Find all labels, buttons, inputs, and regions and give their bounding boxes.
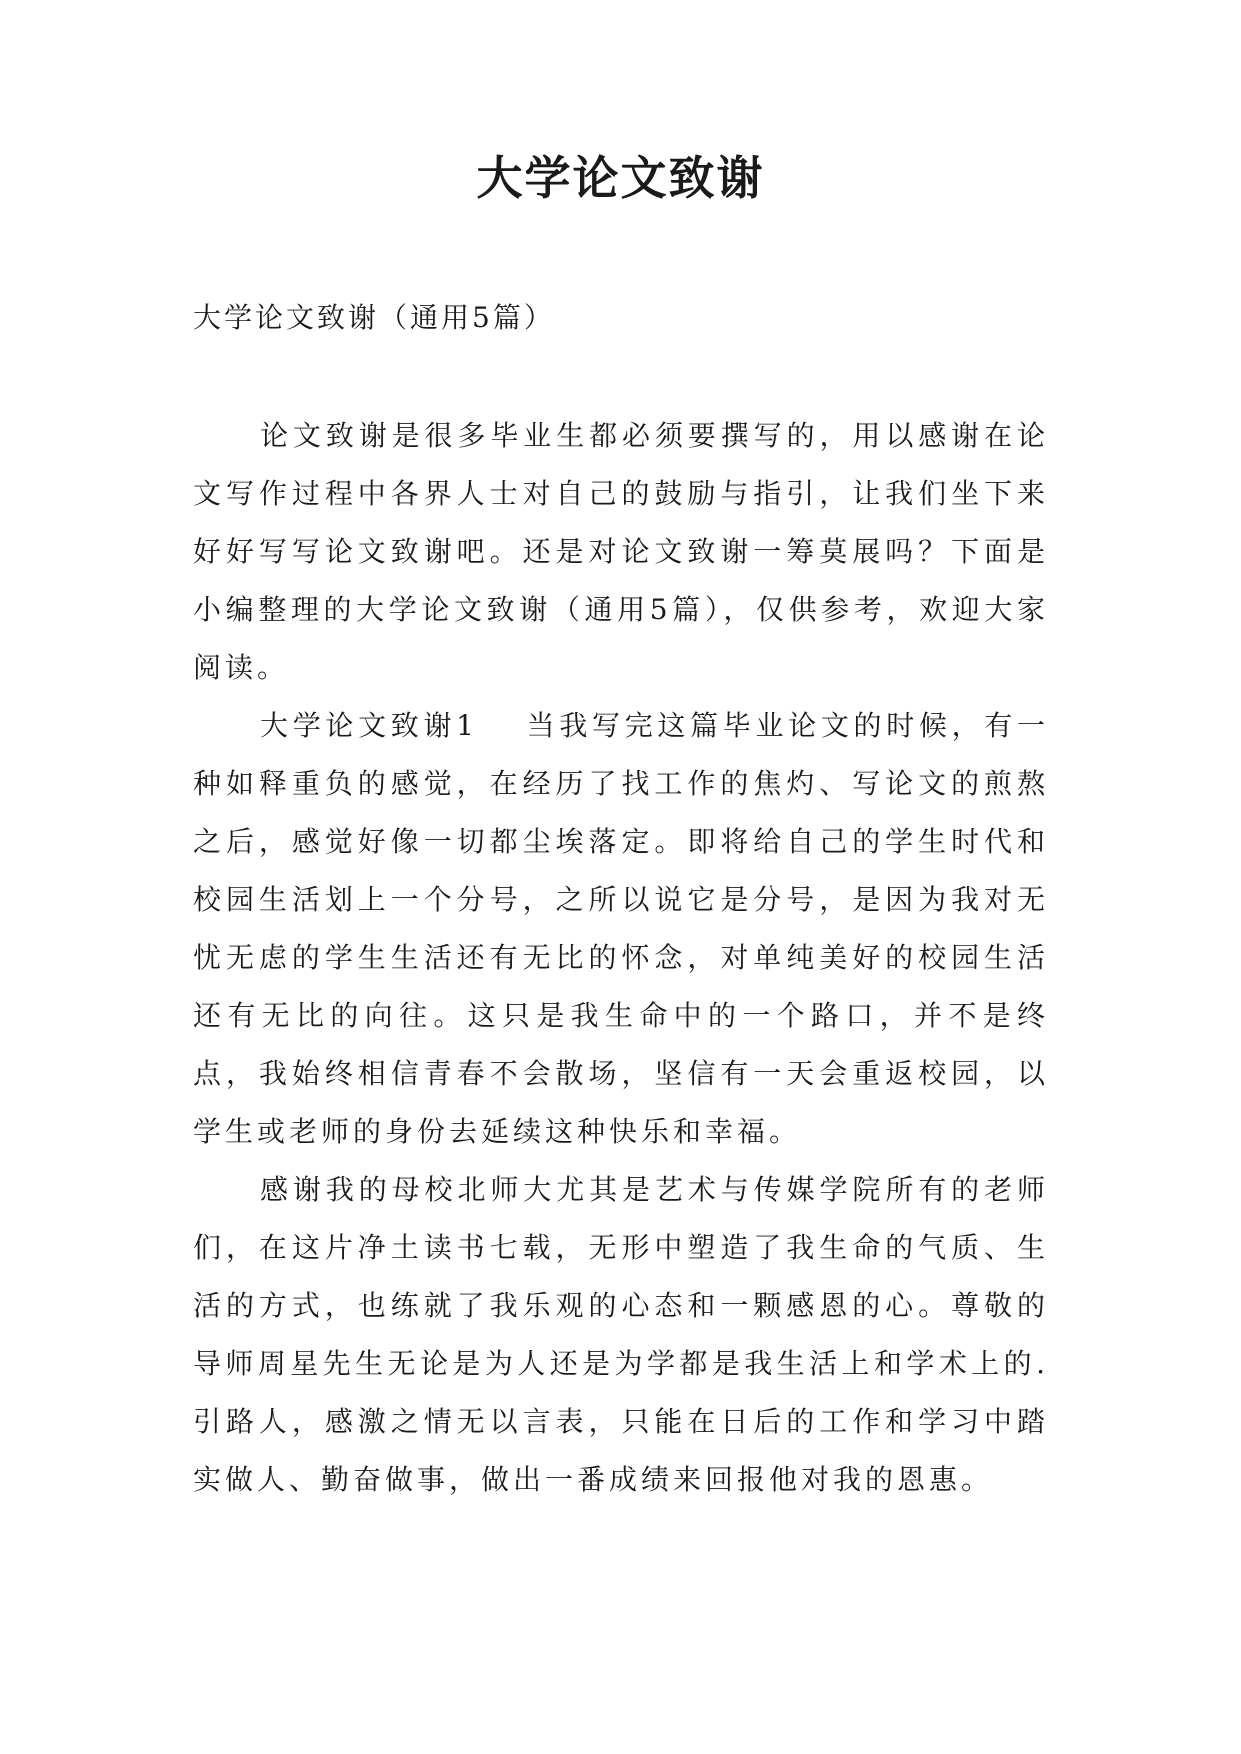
thanks-paragraph: 感谢我的母校北师大尤其是艺术与传媒学院所有的老师们，在这片净土读书七载，无形中塑造了我生命的气质、生活的方式，也练就了我乐观的心态和一颗感恩的心。尊敬的导师周星先生无论是为人还是为学都是我生活上和学术上的.引路人，感激之情无以言表，只能在日后的工作和学习中踏实做人、勤奋做事，做出一番成绩来回报他对我的恩惠。: [193, 1173, 1049, 1496]
document-subtitle: 大学论文致谢（通用5篇）: [193, 301, 555, 334]
document-title: 大学论文致谢: [476, 151, 765, 205]
intro-paragraph: 论文致谢是很多毕业生都必须要撰写的，用以感谢在论文写作过程中各界人士对自己的鼓励与指引，让我们坐下来好好写写论文致谢吧。还是对论文致谢一筹莫展吗？下面是小编整理的大学论文致谢（通用5篇），仅供参考，欢迎大家阅读。: [193, 419, 1049, 684]
section-1-paragraph: [193, 697, 1049, 1161]
section-1-label: 大学论文致谢1: [260, 709, 478, 742]
document-body: [193, 407, 1049, 1509]
section-1-text: 当我写完这篇毕业论文的时候，有一种如释重负的感觉，在经历了找工作的焦灼、写论文的煎熬之后，感觉好像一切都尘埃落定。即将给自己的学生时代和校园生活划上一个分号，之所以说它是分号，是因为我对无忧无虑的学生生活还有无比的怀念，对单纯美好的校园生活还有无比的向往。这只是我生命中的一个路口，并不是终点，我始终相信青春不会散场，坚信有一天会重返校园，以学生或老师的身份去延续这种快乐和幸福。: [193, 709, 1049, 1148]
